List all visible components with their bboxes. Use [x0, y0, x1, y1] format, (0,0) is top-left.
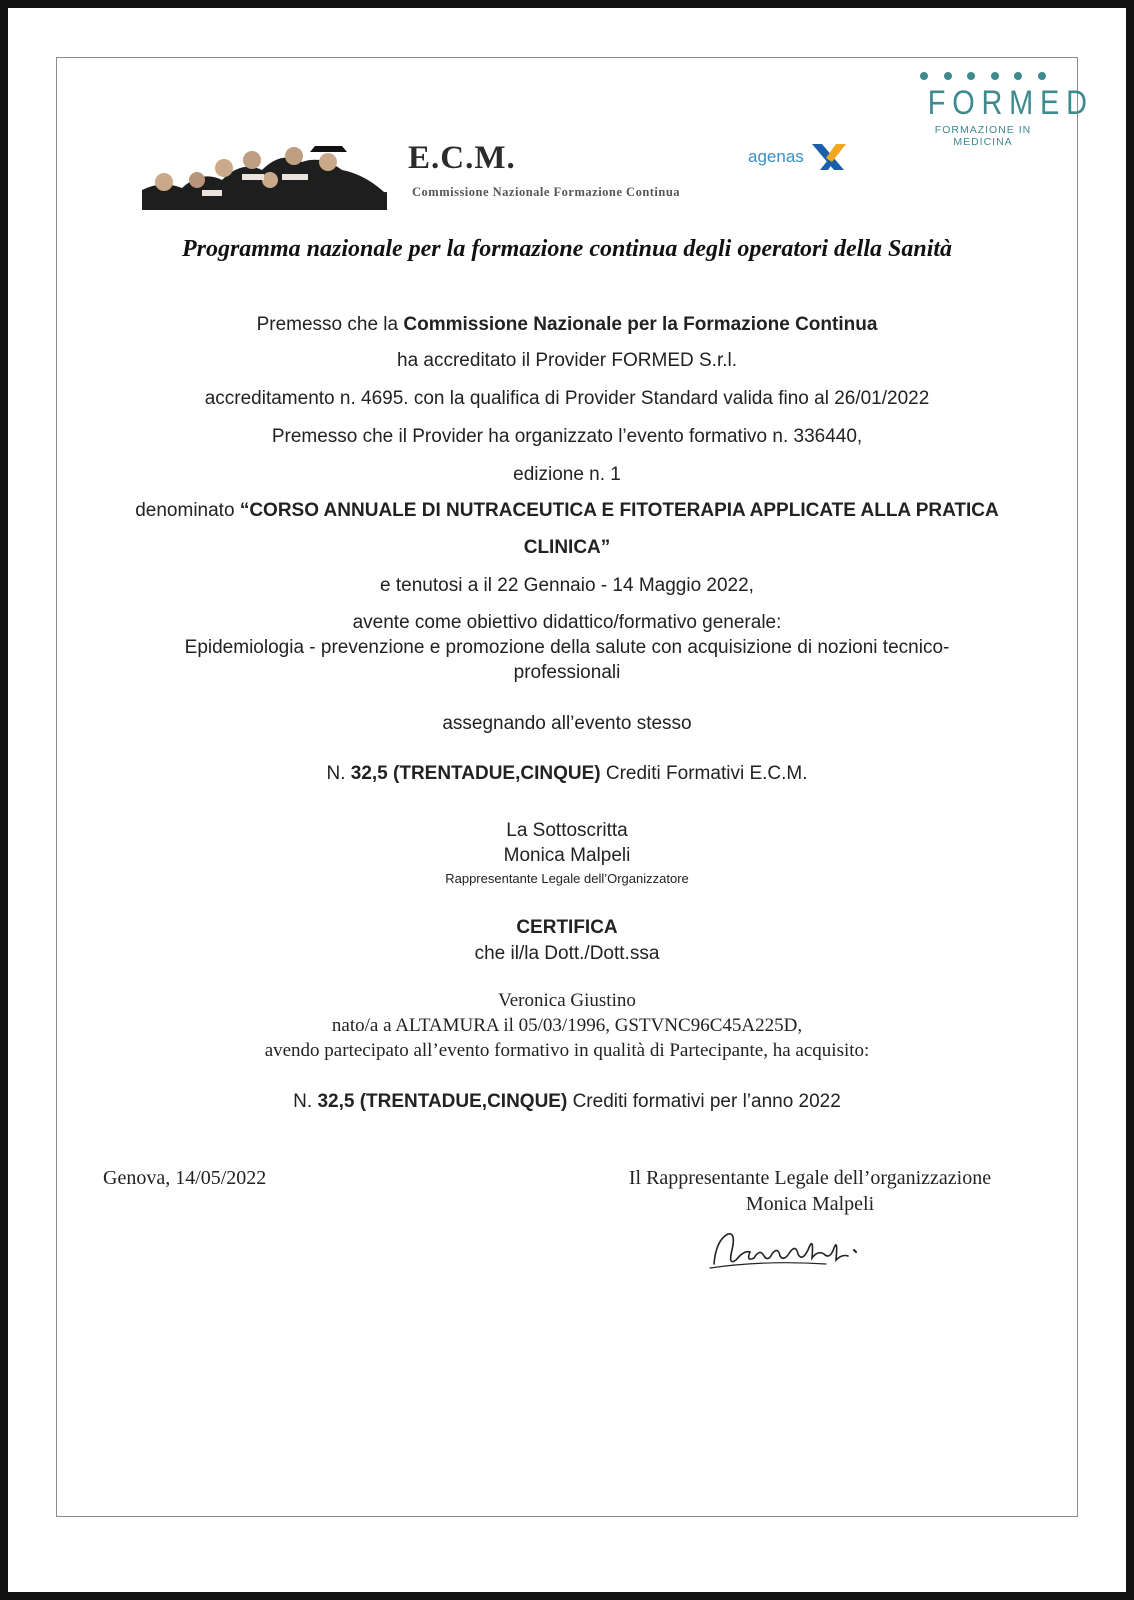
formed-logo: [918, 72, 1094, 148]
participant-name: Veronica Giustino: [498, 990, 636, 1011]
credits-value: 32,5 (TRENTADUE,CINQUE): [350, 763, 601, 784]
objective-text: Epidemiologia - prevenzione e promozione della salute con acquisizione di nozioni tecnico-: [184, 637, 950, 658]
ecm-title: E.C.M.: [408, 140, 516, 176]
formed-logo-word: FORMED: [927, 84, 1094, 122]
formed-dots-icon: [920, 72, 1046, 80]
objective-label: avente come obiettivo didattico/formativo generale:: [352, 612, 782, 633]
course-title-end: CLINICA”: [523, 537, 611, 558]
formed-tagline: FORMAZIONE IN MEDICINA: [934, 124, 1032, 148]
place-date: Genova, 14/05/2022: [103, 1167, 267, 1189]
ecm-subtitle: Commissione Nazionale Formazione Continua: [412, 185, 681, 199]
ecm-credits-line: [0, 763, 1134, 785]
assigning-line: assegnando all’evento stesso: [442, 713, 692, 734]
rep-title: Il Rappresentante Legale dell’organizzazione: [628, 1167, 992, 1189]
accredited-line: ha accreditato il Provider FORMED S.r.l.: [397, 350, 737, 371]
credits-prefix: N.: [326, 763, 351, 784]
certifica-text: CERTIFICA: [516, 917, 618, 938]
acquired-credits-line: [0, 1091, 1134, 1113]
event-line: Premesso che il Provider ha organizzato l’evento formativo n. 336440,: [271, 426, 863, 447]
denominato-text: denominato: [135, 500, 240, 521]
agenas-logo-text: agenas: [748, 147, 804, 166]
agenas-x-icon: [808, 140, 848, 174]
objective-text-2: professionali: [513, 662, 621, 683]
certificate-border: [56, 57, 1094, 1517]
page-title: Programma nazionale per la formazione continua degli operatori della Sanità: [181, 236, 953, 262]
edition-line: edizione n. 1: [513, 464, 621, 485]
premise-line: [0, 314, 1134, 336]
participation-line: avendo partecipato all’evento formativo in qualità di Partecipante, ha acquisito:: [264, 1040, 870, 1061]
course-title: “CORSO ANNUALE DI NUTRACEUTICA E FITOTERAPIA APPLICATE ALLA PRATICA: [239, 500, 999, 521]
rep-name: Monica Malpeli: [745, 1193, 875, 1215]
accreditation-line: accreditamento n. 4695. con la qualifica di Provider Standard valida fino al 26/01/2022: [204, 388, 930, 409]
ecm-painting-logo: [142, 140, 387, 210]
participant-birth: nato/a a ALTAMURA il 05/03/1996, GSTVNC96C45A225D,: [331, 1015, 803, 1036]
credits-suffix: Crediti Formativi E.C.M.: [600, 763, 808, 784]
acquired-prefix: N.: [293, 1091, 318, 1112]
acquired-value: 32,5 (TRENTADUE,CINQUE): [317, 1091, 568, 1112]
dates-line: e tenutosi a il 22 Gennaio - 14 Maggio 2022,: [380, 575, 754, 596]
premise-text: Premesso che la: [256, 314, 404, 335]
signature-icon: [706, 1220, 876, 1280]
signer-name: Monica Malpeli: [503, 845, 631, 866]
signer-label: La Sottoscritta: [506, 820, 628, 841]
signer-role: Rappresentante Legale dell’Organizzatore: [445, 871, 689, 886]
certifica-heading: [0, 917, 1134, 939]
agenas-logo: [748, 140, 848, 174]
course-title-line-2: [0, 537, 1134, 559]
acquired-suffix: Crediti formativi per l’anno 2022: [567, 1091, 841, 1112]
course-title-line: [0, 500, 1134, 522]
doctor-line: che il/la Dott./Dott.ssa: [474, 943, 660, 964]
commission-name: Commissione Nazionale per la Formazione Continua: [403, 314, 878, 335]
